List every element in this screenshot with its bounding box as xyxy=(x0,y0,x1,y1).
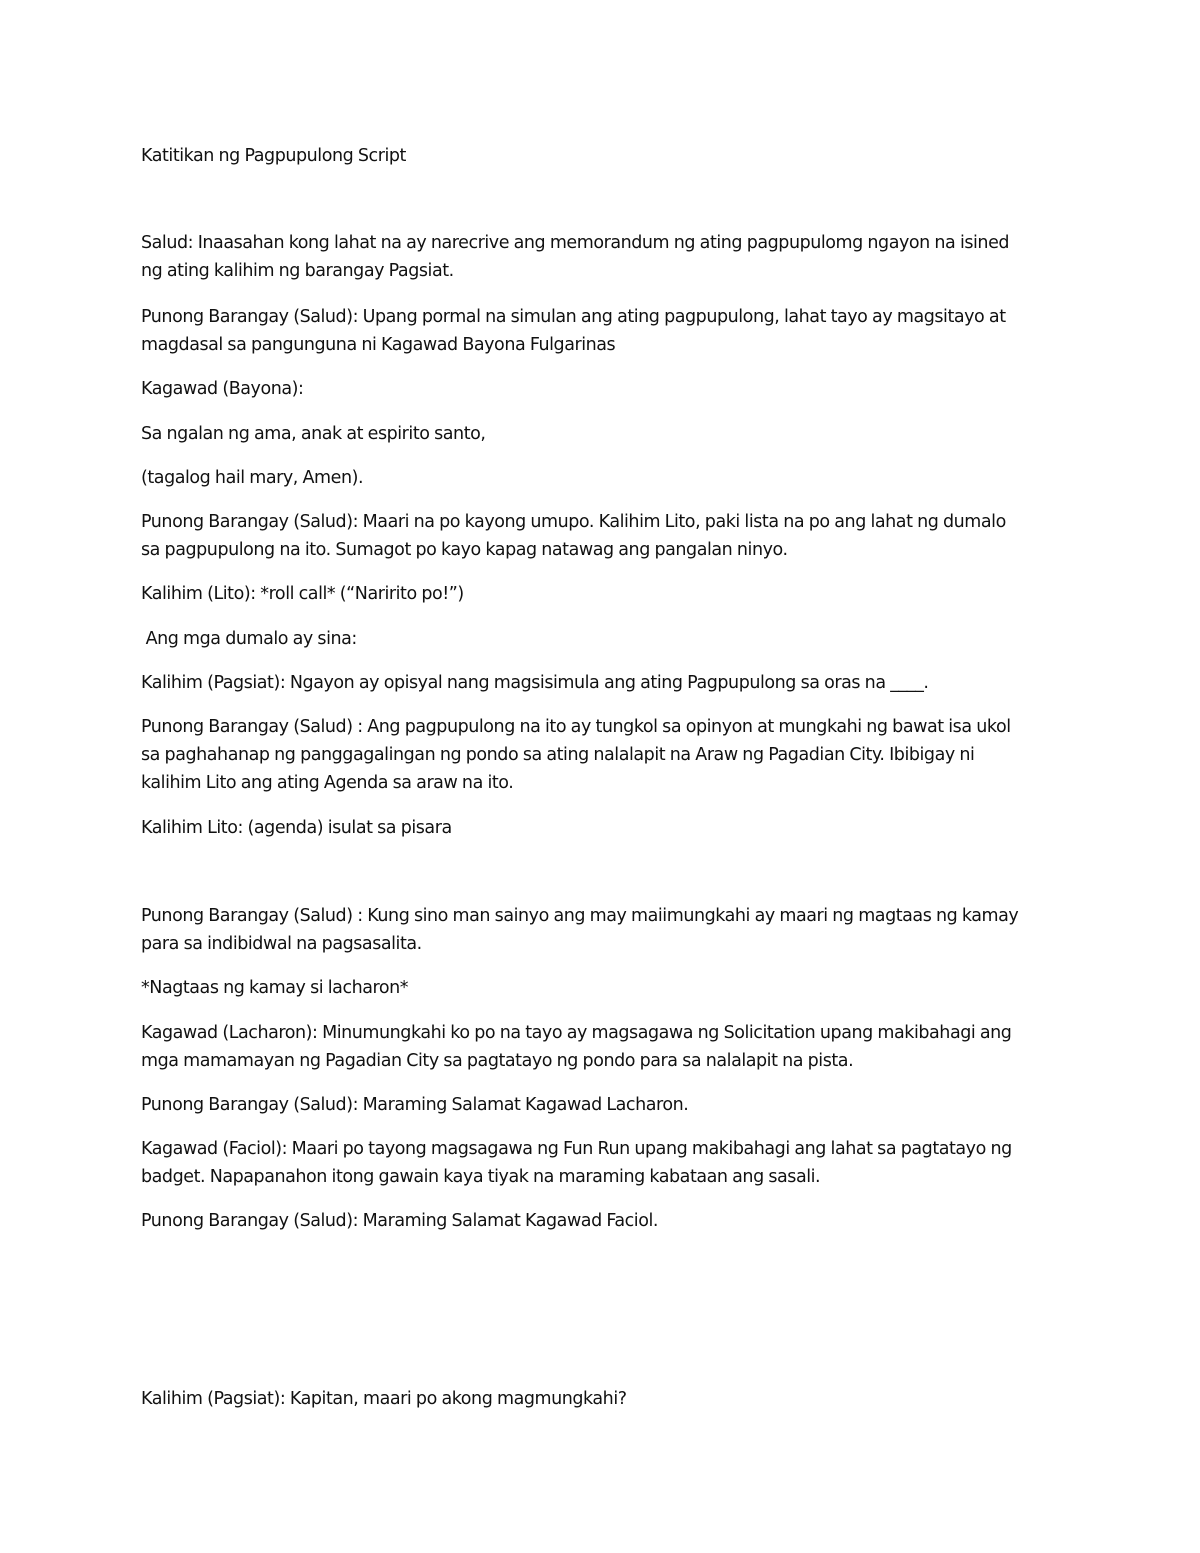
paragraph-2 xyxy=(141,303,1061,359)
paragraph-5 xyxy=(141,464,1061,492)
paragraph-line: Punong Barangay (Salud): Upang pormal na simulan ang ating pagpupulong, lahat tayo ay magsitayo at xyxy=(141,307,1006,327)
paragraph-line: Punong Barangay (Salud) : Kung sino man sainyo ang may maiimungkahi ay maari ng magtaas ng kamay xyxy=(141,906,1019,926)
paragraph-17 xyxy=(141,1207,1061,1235)
paragraph-line: Sa ngalan ng ama, anak at espirito santo, xyxy=(141,424,486,444)
paragraph-line: Kagawad (Lacharon): Minumungkahi ko po na tayo ay magsagawa ng Solicitation upang makibahagi ang xyxy=(141,1023,1012,1043)
paragraph-line: magdasal sa pangunguna ni Kagawad Bayona Fulgarinas xyxy=(141,335,616,355)
paragraph-line: Punong Barangay (Salud): Maraming Salamat Kagawad Faciol. xyxy=(141,1211,659,1231)
paragraph-16 xyxy=(141,1135,1061,1191)
paragraph-line: ng ating kalihim ng barangay Pagsiat. xyxy=(141,261,454,281)
paragraph-line: badget. Napapanahon itong gawain kaya tiyak na maraming kabataan ang sasali. xyxy=(141,1167,821,1187)
paragraph-3 xyxy=(141,375,1061,403)
paragraph-line: sa pagpupulong na ito. Sumagot po kayo kapag natawag ang pangalan ninyo. xyxy=(141,540,788,560)
document-title: Katitikan ng Pagpupulong Script xyxy=(141,146,406,166)
paragraph-15 xyxy=(141,1091,1061,1119)
paragraph-line: Kagawad (Faciol): Maari po tayong magsagawa ng Fun Run upang makibahagi ang lahat sa pagtatayo ng xyxy=(141,1139,1012,1159)
paragraph-10 xyxy=(141,713,1061,797)
paragraph-1 xyxy=(141,229,1061,285)
paragraph-11 xyxy=(141,814,1061,842)
paragraph-line: mga mamamayan ng Pagadian City sa pagtatayo ng pondo para sa nalalapit na pista. xyxy=(141,1051,854,1071)
paragraph-line: Punong Barangay (Salud) : Ang pagpupulong na ito ay tungkol sa opinyon at mungkahi ng bawat isa ukol xyxy=(141,717,1011,737)
paragraph-line: Kalihim (Pagsiat): Ngayon ay opisyal nang magsisimula ang ating Pagpupulong sa oras na ____. xyxy=(141,673,929,693)
paragraph-18 xyxy=(141,1385,1061,1413)
paragraph-9 xyxy=(141,669,1061,697)
paragraph-8 xyxy=(141,625,1061,653)
paragraph-line: Kalihim (Lito): *roll call* (“Naririto po!”) xyxy=(141,584,464,604)
paragraph-line: para sa indibidwal na pagsasalita. xyxy=(141,934,422,954)
paragraph-line: Salud: Inaasahan kong lahat na ay narecrive ang memorandum ng ating pagpupulomg ngayon na isined xyxy=(141,233,1010,253)
paragraph-line: Ang mga dumalo ay sina: xyxy=(141,629,357,649)
paragraph-7 xyxy=(141,580,1061,608)
paragraph-line: *Nagtaas ng kamay si lacharon* xyxy=(141,978,409,998)
paragraph-line: sa paghahanap ng panggagalingan ng pondo sa ating nalalapit na Araw ng Pagadian City. Ibibigay ni xyxy=(141,745,975,765)
paragraph-14 xyxy=(141,1019,1061,1075)
paragraph-line: (tagalog hail mary, Amen). xyxy=(141,468,364,488)
paragraph-4 xyxy=(141,420,1061,448)
paragraph-line: kalihim Lito ang ating Agenda sa araw na ito. xyxy=(141,773,514,793)
paragraph-6 xyxy=(141,508,1061,564)
paragraph-13 xyxy=(141,974,1061,1002)
paragraph-12 xyxy=(141,902,1061,958)
paragraph-line: Kalihim Lito: (agenda) isulat sa pisara xyxy=(141,818,452,838)
paragraph-line: Punong Barangay (Salud): Maari na po kayong umupo. Kalihim Lito, paki lista na po ang lahat ng dumalo xyxy=(141,512,1006,532)
paragraph-line: Punong Barangay (Salud): Maraming Salamat Kagawad Lacharon. xyxy=(141,1095,689,1115)
paragraph-line: Kalihim (Pagsiat): Kapitan, maari po akong magmungkahi? xyxy=(141,1389,627,1409)
paragraph-line: Kagawad (Bayona): xyxy=(141,379,304,399)
